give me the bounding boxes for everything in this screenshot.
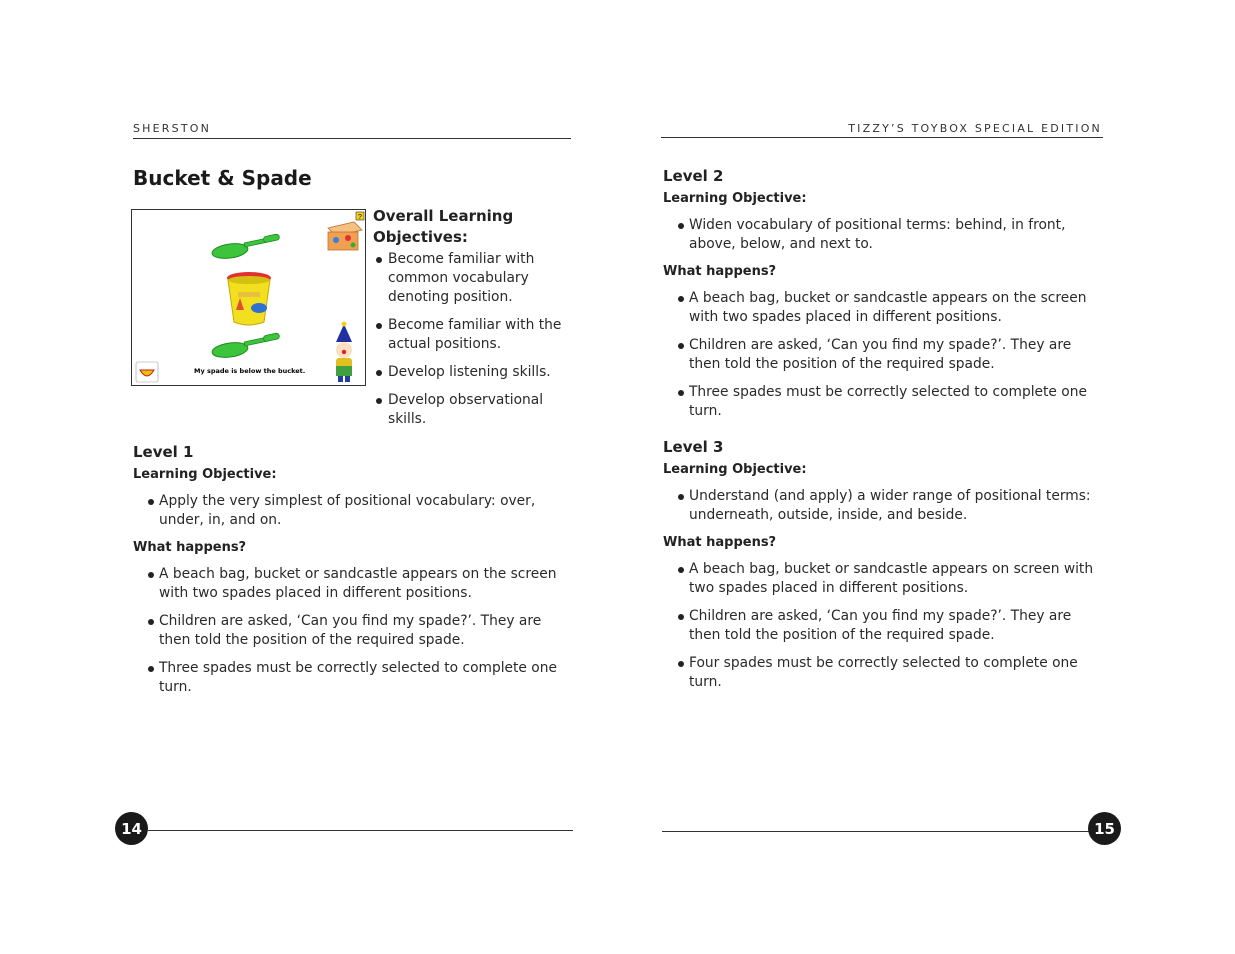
toybox-icon — [328, 222, 362, 250]
what-happens-label: What happens? — [663, 264, 777, 279]
level-2-title: Level 2 — [663, 167, 724, 185]
level-3-happens — [663, 560, 1103, 692]
objectives-title: Overall Learning Objectives: — [373, 207, 514, 246]
list-item: Four spades must be correctly selected to complete one turn. — [663, 654, 1103, 692]
list-item: Become familiar with common vocabulary denoting position. — [373, 250, 569, 307]
level-2-section — [663, 167, 1103, 430]
help-icon — [356, 212, 364, 221]
overall-objectives — [373, 206, 569, 438]
bucket-icon — [227, 272, 271, 325]
level-3-objectives — [663, 487, 1103, 525]
what-happens-label: What happens? — [133, 540, 247, 555]
list-item: Apply the very simplest of positional vocabulary: over, under, in, and on. — [133, 492, 573, 530]
level-3-title: Level 3 — [663, 438, 724, 456]
level-1-section — [133, 443, 573, 706]
level-3-section — [663, 438, 1103, 701]
learning-objective-label: Learning Objective: — [663, 462, 807, 477]
spade-icon — [211, 234, 280, 261]
list-item: Widen vocabulary of positional terms: behind, in front, above, below, and next to. — [663, 216, 1103, 254]
spade-icon — [211, 333, 280, 360]
running-head-left: SHERSTON — [133, 122, 212, 135]
list-item: Children are asked, ‘Can you find my spade?’. They are then told the position of the required spade. — [663, 607, 1103, 645]
learning-objective-label: Learning Objective: — [133, 467, 277, 482]
list-item: Three spades must be correctly selected to complete one turn. — [663, 383, 1103, 421]
footer-rule-left — [148, 830, 573, 831]
clown-icon — [332, 322, 352, 383]
list-item: Develop listening skills. — [373, 363, 569, 382]
game-scene — [132, 210, 366, 386]
back-arrow-icon — [136, 362, 158, 382]
header-rule-left — [133, 138, 571, 139]
list-item: Develop observational skills. — [373, 391, 569, 429]
page-title: Bucket & Spade — [133, 166, 312, 190]
list-item: A beach bag, bucket or sandcastle appears on the screen with two spades placed in different positions. — [133, 565, 573, 603]
svg-text:?: ? — [358, 214, 362, 221]
page-number-right: 15 — [1088, 812, 1121, 845]
list-item: A beach bag, bucket or sandcastle appears on screen with two spades placed in different positions. — [663, 560, 1103, 598]
learning-objective-label: Learning Objective: — [663, 191, 807, 206]
level-1-title: Level 1 — [133, 443, 194, 461]
level-2-objectives — [663, 216, 1103, 254]
list-item: Three spades must be correctly selected to complete one turn. — [133, 659, 573, 697]
level-2-happens — [663, 289, 1103, 421]
footer-rule-right — [662, 831, 1090, 832]
list-item: Understand (and apply) a wider range of positional terms: underneath, outside, inside, and beside. — [663, 487, 1103, 525]
running-head-right: TIZZY’S TOYBOX SPECIAL EDITION — [848, 122, 1102, 135]
game-screenshot — [131, 209, 366, 386]
list-item: Become familiar with the actual positions. — [373, 316, 569, 354]
game-caption: My spade is below the bucket. — [194, 367, 306, 375]
what-happens-label: What happens? — [663, 535, 777, 550]
level-1-happens — [133, 565, 573, 697]
list-item: Children are asked, ‘Can you find my spade?’. They are then told the position of the required spade. — [133, 612, 573, 650]
level-1-objectives — [133, 492, 573, 530]
list-item: Children are asked, ‘Can you find my spade?’. They are then told the position of the required spade. — [663, 336, 1103, 374]
header-rule-right — [661, 137, 1103, 138]
page-number-left: 14 — [115, 812, 148, 845]
list-item: A beach bag, bucket or sandcastle appears on the screen with two spades placed in different positions. — [663, 289, 1103, 327]
objectives-list — [373, 250, 569, 429]
